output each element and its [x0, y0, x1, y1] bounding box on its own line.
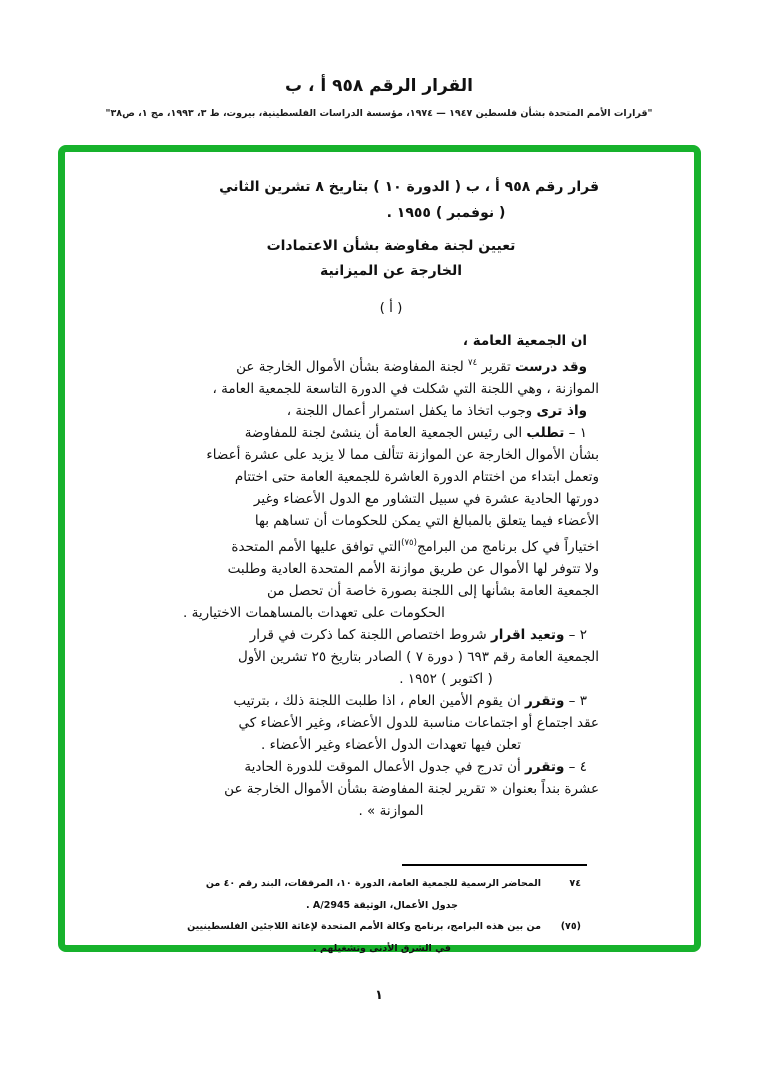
resolution-body-line: عشرة بنداً بعنوان « تقرير لجنة المفاوضة بشأن الأموال الخارجة عن	[224, 781, 599, 797]
resolution-body-line: وتعمل ابتداء من اختتام الدورة العاشرة للجمعية العامة حتى اختتام	[234, 469, 599, 485]
resolution-body-line: ٣ – وتقرر ان يقوم الأمين العام ، اذا طلبت اللجنة ذلك ، بترتيب	[233, 693, 587, 709]
resolution-body-line: وقد درست تقرير $^{٧٤}$ لجنة المفاوضة بشأن الأموال الخارجة عن	[236, 358, 587, 375]
resolution-body-line: الموازنة » .	[358, 803, 424, 819]
resolution-body-line: عقد اجتماع أو اجتماعات مناسبة للدول الأعضاء، وغير الأعضاء كي	[238, 715, 599, 731]
resolution-body-line: اختياراً في كل برنامج من البرامج$^{(٧٥)}$التي توافق عليها الأمم المتحدة	[231, 538, 599, 555]
resolution-subject-line: تعيين لجنة مفاوضة بشأن الاعتمادات	[266, 238, 516, 254]
resolution-body-line: ( اكتوبر ) ١٩٥٢ .	[399, 671, 493, 687]
resolution-content	[65, 152, 694, 959]
resolution-heading-line: ( نوفمبر ) ١٩٥٥ .	[386, 205, 506, 221]
resolution-body-line: ١ – تطلب الى رئيس الجمعية العامة أن ينشئ لجنة للمفاوضة	[244, 425, 587, 441]
page-number: ١	[375, 988, 383, 1003]
resolution-heading-line: قرار رقم ٩٥٨ أ ، ب ( الدورة ١٠ ) بتاريخ ٨ تشرين الثاني	[219, 179, 599, 195]
resolution-body-line: واذ ترى وجوب اتخاذ ما يكفل استمرار أعمال اللجنة ،	[286, 403, 587, 419]
resolution-subject	[183, 234, 599, 284]
resolution-body-line: تعلن فيها تعهدات الدول الأعضاء وغير الأعضاء .	[261, 737, 521, 753]
footnote-list	[183, 873, 599, 959]
footnotes-section	[183, 864, 599, 959]
resolution-body	[183, 330, 599, 822]
source-citation: "قرارات الأمم المتحدة بشأن فلسطين ١٩٤٧ — ١٩٧٤، مؤسسة الدراسات الفلسطينية، بيروت، ط ٣، ١٩٩٣، مج ١، ص٣٨"	[105, 108, 653, 119]
resolution-body-line: الحكومات على تعهدات بالمساهمات الاختيارية .	[183, 605, 445, 621]
resolution-body-line: بشأن الأموال الخارجة عن الموازنة تتألف مما لا يزيد على عشرة أعضاء	[206, 447, 599, 463]
resolution-body-line: دورتها الحادية عشرة في سبيل التشاور مع الدول الأعضاء وغير	[253, 491, 599, 507]
footnote-line: في الشرق الأدنى وتشغيلهم .	[313, 942, 451, 954]
footnote-line: جدول الأعمال، الوثيقة A/2945 .	[305, 899, 459, 911]
resolution-subject-line: الخارجة عن الميزانية	[319, 263, 463, 279]
resolution-body-line: ٤ – وتقرر أن تدرج في جدول الأعمال الموقت للدورة الحادية	[244, 759, 587, 775]
footnote-line: ٧٤المحاضر الرسمية للجمعية العامة، الدورة ١٠، المرفقات، البند رقم ٤٠ من	[205, 878, 581, 889]
page-title: القرار الرقم ٩٥٨ أ ، ب	[285, 76, 473, 96]
resolution-body-line: ٢ – وتعيد اقرار شروط اختصاص اللجنة كما ذكرت في قرار	[249, 627, 587, 643]
resolution-body-line: الجمعية العامة بشأنها إلى اللجنة بصورة خاصة أن تحصل من	[266, 583, 599, 599]
resolution-body-line: الأعضاء فيما يتعلق بالمبالغ التي يمكن للحكومات أن تساهم بها	[254, 513, 599, 529]
resolution-body-line: ولا تتوفر لها الأموال عن طريق موازنة الأمم المتحدة العادية وطلبت	[227, 561, 599, 577]
resolution-body-line: الموازنة ، وهي اللجنة التي شكلت في الدورة التاسعة للجمعية العامة ،	[212, 381, 599, 397]
footnote-line: (٧٥)من بين هذه البرامج، برنامج وكالة الأمم المتحدة لإغاثة اللاجئين الفلسطينيين	[187, 921, 581, 932]
resolution-body-line: ان الجمعية العامة ،	[462, 333, 587, 349]
resolution-heading	[183, 174, 599, 226]
resolution-body-line: الجمعية العامة رقم ٦٩٣ ( دورة ٧ ) الصادر بتاريخ ٢٥ تشرين الأول	[237, 649, 599, 665]
resolution-box	[58, 145, 701, 952]
footnote-separator	[402, 864, 587, 866]
section-marker: ( أ )	[379, 300, 403, 316]
